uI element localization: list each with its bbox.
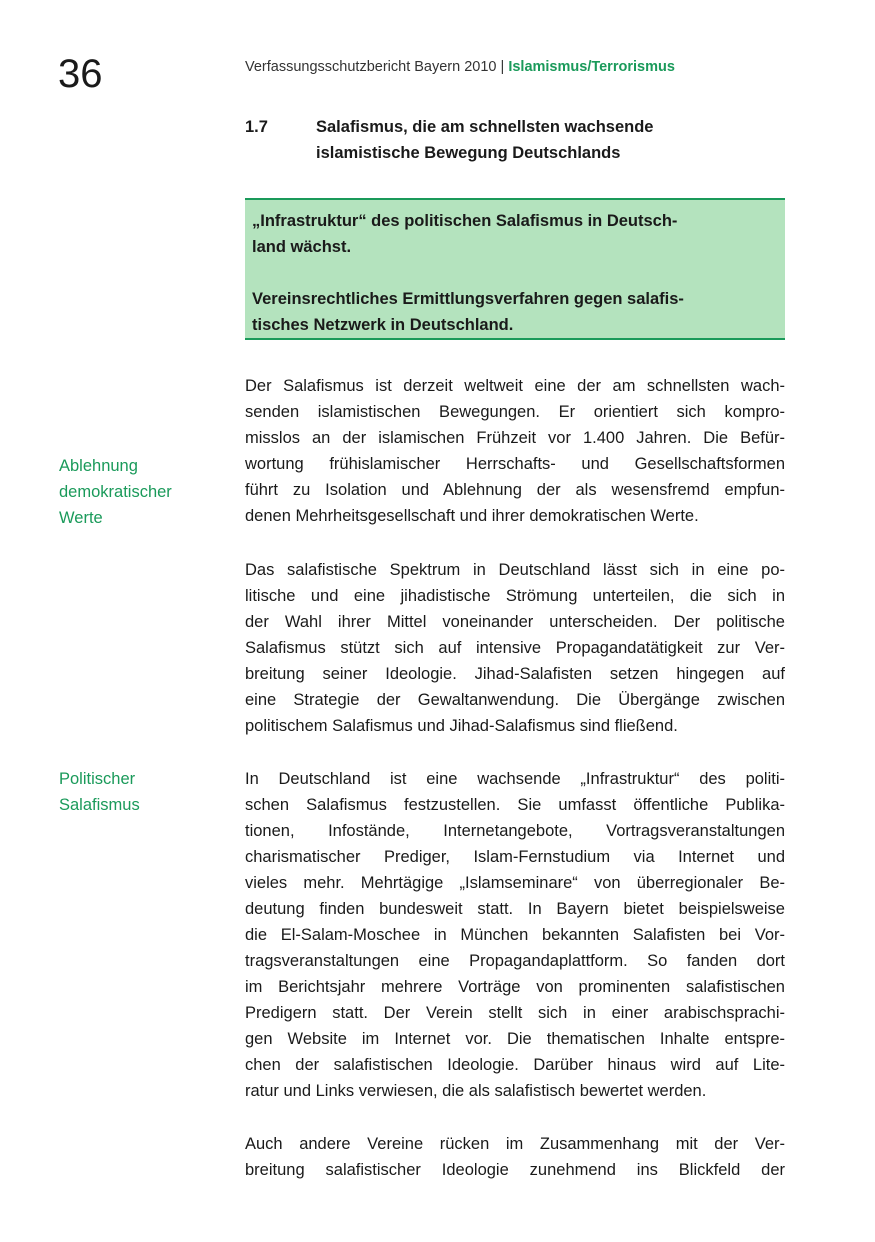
section-heading (245, 114, 785, 166)
margin-note-line: demokratischer (59, 483, 172, 501)
text-line: misslos an der islamischen Frühzeit vor 1.400 Jahren. Die Befür- (245, 429, 785, 447)
text-line: tionen, Infostände, Internetangebote, Vortragsveranstaltungen (245, 822, 785, 840)
margin-note-line: Politischer (59, 770, 136, 788)
section-number: 1.7 (245, 118, 268, 136)
paragraph-4 (245, 1131, 785, 1183)
margin-note-line: Ablehnung (59, 457, 138, 475)
text-line: ratur und Links verwiesen, die als salafistisch bewertet werden. (245, 1082, 707, 1100)
margin-note-political-salafism (59, 766, 229, 818)
running-header (245, 57, 675, 77)
margin-note-democratic-values (59, 453, 229, 531)
text-line: chen der salafistischen Ideologie. Darüber hinaus wird auf Lite- (245, 1056, 785, 1074)
text-line: gen Website im Internet vor. Die thematischen Inhalte entspre- (245, 1030, 785, 1048)
text-line: tragsveranstaltungen eine Propagandaplattform. So fanden dort (245, 952, 785, 970)
header-separator: | (500, 59, 505, 75)
margin-note-line: Werte (59, 509, 103, 527)
text-line: Predigern statt. Der Verein stellt sich in einer arabischsprachi- (245, 1004, 785, 1022)
text-line: Auch andere Vereine rücken im Zusammenhang mit der Ver- (245, 1135, 785, 1153)
summary-line: tisches Netzwerk in Deutschland. (252, 316, 514, 334)
text-line: wortung frühislamischer Herrschafts- und Gesellschaftsformen (245, 455, 785, 473)
section-title (316, 114, 785, 166)
text-line: schen Salafismus festzustellen. Sie umfasst öffentliche Publika- (245, 796, 785, 814)
paragraph-3 (245, 766, 785, 1104)
paragraph-1 (245, 373, 785, 529)
summary-statement-2 (252, 286, 778, 338)
text-line: Salafismus stützt sich auf intensive Propagandatätigkeit zur Ver- (245, 639, 785, 657)
summary-line: Vereinsrechtliches Ermittlungsverfahren gegen salafis- (252, 290, 684, 308)
text-line: In Deutschland ist eine wachsende „Infrastruktur“ des politi- (245, 770, 785, 788)
text-line: die El-Salam-Moschee in München bekannten Salafisten bei Vor- (245, 926, 785, 944)
text-line: führt zu Isolation und Ablehnung der als wesensfremd empfun- (245, 481, 785, 499)
text-line: politischem Salafismus und Jihad-Salafismus sind fließend. (245, 717, 678, 735)
text-line: litische und eine jihadistische Strömung unterteilen, die sich in (245, 587, 785, 605)
text-line: der Wahl ihrer Mittel voneinander unterscheiden. Der politische (245, 613, 785, 631)
header-report-title: Verfassungsschutzbericht Bayern 2010 (245, 59, 497, 75)
page-number: 36 (58, 52, 103, 96)
text-line: charismatischer Prediger, Islam-Fernstudium via Internet und (245, 848, 785, 866)
text-line: Das salafistische Spektrum in Deutschland lässt sich in eine po- (245, 561, 785, 579)
summary-line: land wächst. (252, 238, 352, 256)
text-line: senden islamistischen Bewegungen. Er orientiert sich kompro- (245, 403, 785, 421)
text-line: breitung salafistischer Ideologie zunehmend ins Blickfeld der (245, 1161, 785, 1179)
paragraph-2 (245, 557, 785, 739)
text-line: denen Mehrheitsgesellschaft und ihrer demokratischen Werte. (245, 507, 699, 525)
summary-box (245, 198, 785, 340)
header-section-title: Islamismus/Terrorismus (508, 59, 675, 75)
text-line: breitung seiner Ideologie. Jihad-Salafisten setzen hingegen auf (245, 665, 785, 683)
summary-line: „Infrastruktur“ des politischen Salafismus in Deutsch- (252, 212, 678, 230)
text-line: eine Strategie der Gewaltanwendung. Die Übergänge zwischen (245, 691, 785, 709)
section-title-line: islamistische Bewegung Deutschlands (316, 144, 621, 162)
text-line: deutung finden bundesweit statt. In Bayern bietet beispielsweise (245, 900, 785, 918)
text-line: vieles mehr. Mehrtägige „Islamseminare“ von überregionaler Be- (245, 874, 785, 892)
text-line: im Berichtsjahr mehrere Vorträge von prominenten salafistischen (245, 978, 785, 996)
summary-statement-1 (252, 208, 778, 260)
text-line: Der Salafismus ist derzeit weltweit eine der am schnellsten wach- (245, 377, 785, 395)
margin-note-line: Salafismus (59, 796, 140, 814)
section-title-line: Salafismus, die am schnellsten wachsende (316, 118, 654, 136)
